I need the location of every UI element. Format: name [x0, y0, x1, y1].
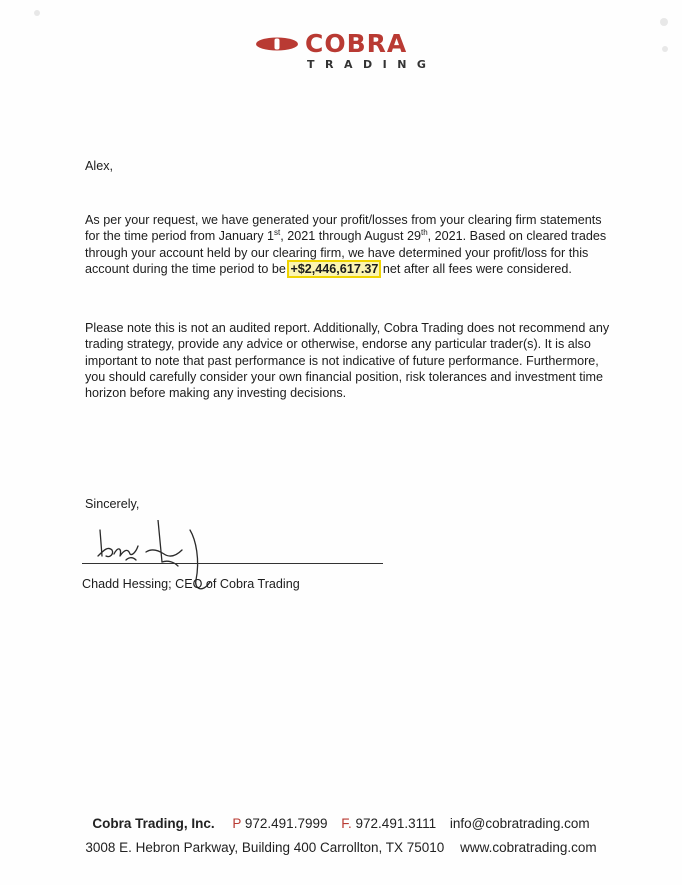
- footer-email[interactable]: info@cobratrading.com: [449, 816, 590, 831]
- cobra-eye-icon: [255, 37, 299, 51]
- paragraph-line: horizon before making any investing decisions.: [85, 386, 347, 401]
- signer-name: Chadd Hessing; CEO of Cobra Trading: [82, 577, 300, 591]
- footer-website[interactable]: www.cobratrading.com: [460, 840, 597, 855]
- scan-speck: [660, 18, 668, 26]
- fax-label: F.: [341, 816, 352, 831]
- footer-phone[interactable]: 972.491.7999: [244, 816, 328, 831]
- text-run: , 2021 through August 29: [280, 229, 421, 244]
- paragraph-line: Please note this is not an audited report. Additionally, Cobra Trading does not recommend any: [85, 321, 610, 335]
- paragraph-line: trading strategy, provide any advice or otherwise, endorse any particular trader(s). It is also: [85, 337, 591, 352]
- text-run: net after all fees were considered.: [379, 261, 572, 276]
- paragraph-disclaimer: [85, 320, 620, 401]
- paragraph-profit-summary: [85, 212, 620, 277]
- paragraph-line: [85, 261, 620, 277]
- company-logo: [255, 29, 437, 74]
- paragraph-line: you should carefully consider your own financial position, risk tolerances and investment time: [85, 369, 604, 384]
- logo-tagline: TRADING: [307, 58, 437, 71]
- scan-speck: [34, 10, 40, 16]
- logo-wordmark: COBRA: [305, 29, 408, 58]
- paragraph-line: important to note that past performance is not indicative of future performance. Furthermore,: [85, 353, 599, 368]
- text-run: for the time period from January 1: [85, 229, 274, 244]
- ordinal-suffix: th: [420, 228, 428, 238]
- footer-address-line: [0, 839, 682, 857]
- text-run: account during the time period to be: [85, 261, 290, 276]
- ordinal-suffix: st: [274, 228, 281, 238]
- paragraph-line: through your account held by our clearing firm, we have determined your profit/loss for this: [85, 245, 589, 260]
- footer-contact-line: [0, 815, 682, 833]
- scan-speck: [662, 46, 668, 52]
- footer-company: Cobra Trading, Inc.: [92, 816, 215, 831]
- closing-salutation: Sincerely,: [85, 497, 140, 511]
- footer-address: 3008 E. Hebron Parkway, Building 400 Carrollton, TX 75010: [85, 840, 445, 855]
- signature-line: [82, 563, 383, 564]
- paragraph-line: [85, 228, 620, 244]
- profit-amount-highlight: +$2,446,617.37: [290, 261, 379, 276]
- phone-label: P: [232, 816, 242, 831]
- text-run: , 2021. Based on cleared trades: [427, 229, 607, 244]
- footer-fax: 972.491.3111: [355, 816, 437, 831]
- greeting: Alex,: [85, 159, 113, 173]
- paragraph-line: As per your request, we have generated your profit/losses from your clearing firm statements: [85, 213, 602, 227]
